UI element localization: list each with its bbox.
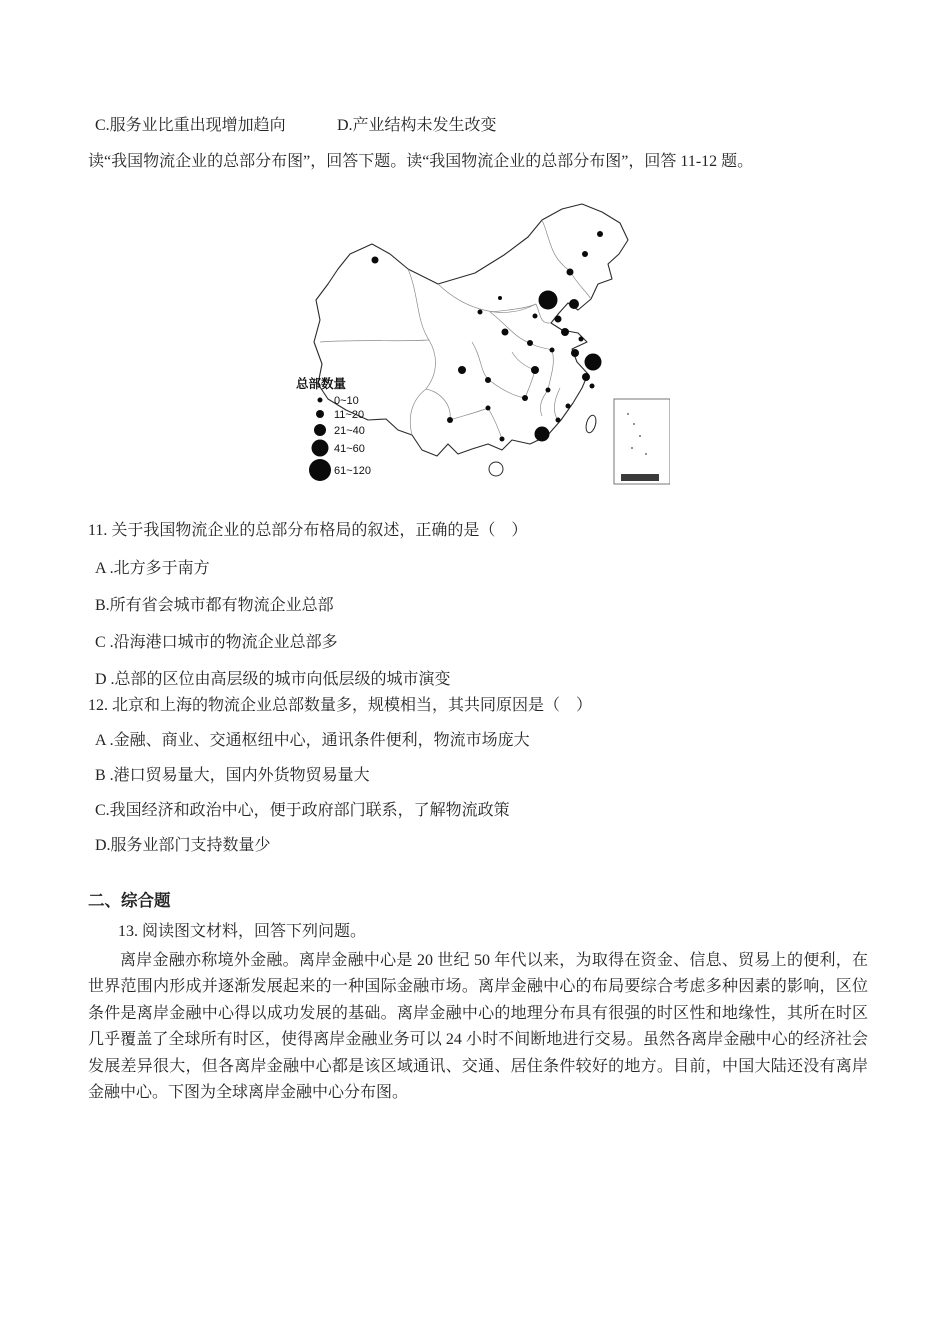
headquarters-dot	[502, 329, 509, 336]
headquarters-dot	[531, 366, 539, 374]
headquarters-dot	[539, 291, 558, 310]
south-china-sea-inset	[614, 399, 670, 484]
map-legend	[296, 376, 371, 481]
prev-question-option-c: C.服务业比重出现增加趋向	[95, 117, 286, 134]
question-11-option-b: B.所有省会城市都有物流企业总部	[95, 597, 334, 614]
question-13-lead: 13. 阅读图文材料，回答下列问题。	[118, 923, 367, 940]
legend-label: 0~10	[334, 395, 359, 407]
prev-question-options-row	[95, 112, 497, 135]
inset-caption-bar	[621, 474, 659, 481]
headquarters-dot	[561, 328, 569, 336]
legend-dot	[314, 424, 326, 436]
question-11-stem: 11. 关于我国物流企业的总部分布格局的叙述，正确的是（ ）	[88, 522, 528, 539]
legend-dot	[316, 410, 324, 418]
headquarters-dot	[567, 269, 574, 276]
prev-question-option-d: D.产业结构未发生改变	[337, 117, 497, 134]
headquarters-dot	[585, 354, 602, 371]
headquarters-dot	[533, 314, 538, 319]
question-11-option-c: C .沿海港口城市的物流企业总部多	[95, 634, 338, 651]
legend-dot	[312, 440, 329, 457]
headquarters-dot	[550, 348, 555, 353]
headquarters-dot	[566, 404, 571, 409]
question-11-option-d: D .总部的区位由高层级的城市向低层级的城市演变	[95, 671, 451, 688]
question-12-option-b: B .港口贸易量大，国内外货物贸易量大	[95, 767, 370, 784]
question-12-option-c: C.我国经济和政治中心，便于政府部门联系，了解物流政策	[95, 802, 510, 819]
headquarters-dot	[372, 257, 379, 264]
map-svg	[290, 192, 670, 492]
headquarters-dot	[597, 231, 603, 237]
headquarters-dot	[590, 384, 595, 389]
headquarters-dot	[486, 406, 491, 411]
legend-label: 61~120	[334, 465, 372, 477]
inset-islands	[627, 413, 647, 455]
headquarters-dot	[571, 349, 579, 357]
legend-items	[309, 395, 371, 481]
reading-instruction: 读“我国物流企业的总部分布图”，回答下题。读“我国物流企业的总部分布图”，回答 11-12 题。	[88, 153, 754, 170]
headquarters-dot	[485, 377, 491, 383]
legend-label: 21~40	[334, 425, 365, 437]
question-12-option-a: A .金融、商业、交通枢纽中心，通讯条件便利，物流市场庞大	[95, 732, 530, 749]
headquarters-dot	[546, 388, 551, 393]
province-borders	[320, 220, 591, 439]
question-12-option-d: D.服务业部门支持数量少	[95, 837, 271, 854]
legend-label: 41~60	[334, 443, 365, 455]
legend-label: 11~20	[334, 409, 365, 421]
headquarters-dot	[579, 337, 584, 342]
headquarters-dot	[500, 437, 505, 442]
headquarters-dot	[582, 373, 590, 381]
headquarters-dot	[569, 299, 579, 309]
question-13-material: 离岸金融亦称境外金融。离岸金融中心是 20 世纪 50 年代以来，为取得在资金、信息、贸易上的便利，在世界范围内形成并逐渐发展起来的一种国际金融市场。离岸金融中心的布局要综合考虑多种因素的影响，区位条件是离岸金融中心得以成功发展的基础。离岸金融中心的地理分布具有很强的时区性和地缘性，其所在时区几乎覆盖了全球所有时区，使得离岸金融业务可以 24 小时不间断地进行交易。虽然各离岸金融中心的经济社会发展差异很大，但各离岸金融中心都是该区域通讯、交通、居住条件较好的地方。目前，中国大陆还没有离岸金融中心。下图为全球离岸金融中心分布图。	[88, 952, 868, 1102]
headquarters-dot	[535, 427, 550, 442]
headquarters-dot	[527, 340, 533, 346]
hainan-island	[489, 462, 503, 476]
legend-dot	[318, 398, 323, 403]
question-11-option-a: A .北方多于南方	[95, 560, 210, 577]
legend-title: 总部数量	[296, 377, 347, 391]
section-2-title: 二、综合题	[88, 891, 171, 910]
headquarters-dot	[498, 296, 502, 300]
headquarters-dot	[556, 418, 561, 423]
headquarters-dot	[555, 316, 562, 323]
headquarters-dot	[582, 251, 588, 257]
headquarters-dot	[447, 417, 453, 423]
legend-dot	[309, 459, 331, 481]
headquarters-dot	[478, 310, 483, 315]
question-12-stem: 12. 北京和上海的物流企业总部数量多，规模相当，其共同原因是（ ）	[88, 697, 593, 714]
taiwan-island	[584, 414, 597, 434]
headquarters-dot	[458, 366, 466, 374]
headquarters-dot	[522, 395, 528, 401]
china-map-figure	[290, 192, 670, 492]
